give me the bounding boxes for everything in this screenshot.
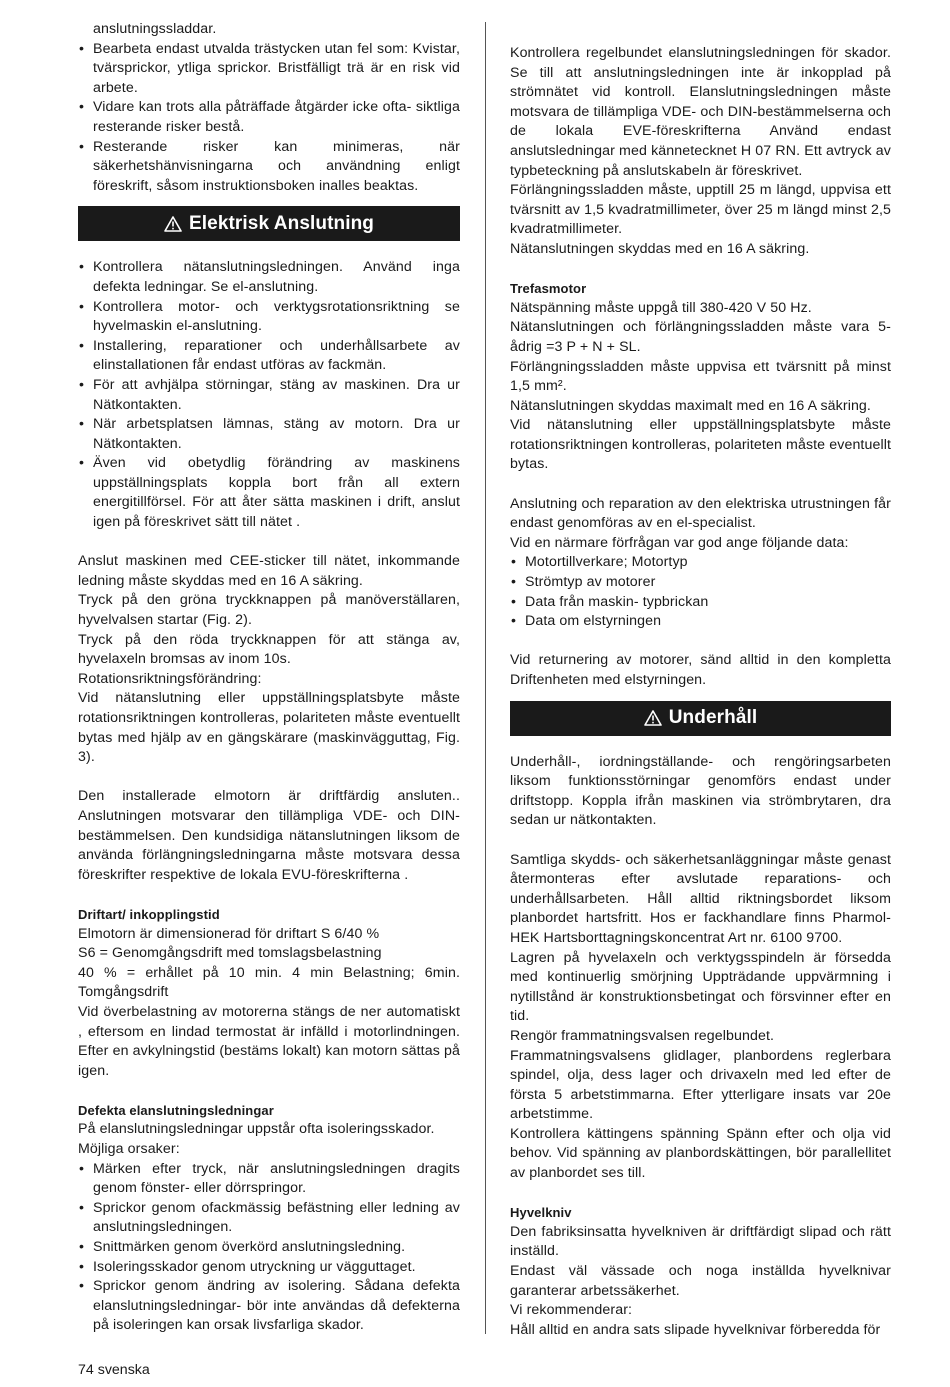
column-divider — [485, 22, 486, 1334]
list-item: • Även vid obetydlig förändring av maskinens uppställningsplats koppla bort från all extern energitillförsel. För att åter sätta maskinen i drift, anslut igen på föreskrivet sätt till nätet . — [78, 454, 460, 532]
page-footer: 74 svenska — [78, 1362, 150, 1378]
paragraph: Anslutning och reparation av den elektriska utrustningen får endast genomföras av en el-specialist. — [510, 495, 891, 532]
paragraph: Lagren på hyvelaxeln och verktygsspindeln är försedda med kontinuerlig smörjning Uppträdande uppvärmning i nytillstånd är konstruktionsbetingat och försvinner efter en tid. — [510, 949, 891, 1025]
list-item: • Märken efter tryck, när anslutningsledningen dragits genom fönster- eller dörrspringor. — [78, 1160, 460, 1199]
data-request-list — [510, 553, 891, 631]
paragraph: Endast väl vässade och noga inställda hyvelknivar garanterar arbetssäkerhet. — [510, 1263, 891, 1299]
section-banner-electrical — [78, 206, 460, 241]
paragraph: Nätanslutningen skyddas maximalt med en 16 A säkring. — [510, 397, 871, 414]
paragraph: Den installerade elmotorn är driftfärdig ansluten.. Anslutningen motsvarar den tillämpliga VDE- och DIN- bestämmelsen. Den kundsidiga nätanslutningen liksom de använda förlängningsledningarna måste motsvara dessa föreskrifter respektive de lokala EVU-föreskrifterna . — [78, 788, 460, 883]
list-item: • Sprickor genom ofackmässig befästning eller ledning av anslutningsledningen. — [78, 1199, 460, 1238]
paragraph: Rengör frammatningsvalsen regelbundet. — [510, 1027, 775, 1044]
paragraph: Frammatningsvalsens glidlager, planbordens reglerbara spindel, olja, dess lager och drivaxeln med led efter de första 5 arbetstimmarna. Efter ytterligare insats var 20e arbetstimme. — [510, 1047, 891, 1123]
paragraph: Förlängningssladden måste, upptill 25 m längd, uppvisa ett tvärsnitt av 1,5 kvadratmillimeter, över 25 m längd minst 2,5 kvadratmillimeter. — [510, 182, 891, 238]
paragraph: Kontrollera kättingens spänning Spänn efter och olja vid behov. Vid spänning av planbordskättingen, bör parallellitet av planbordet ses till. — [510, 1125, 891, 1182]
list-item: • Data från maskin- typbrickan — [510, 593, 891, 613]
safety-bullet-list — [78, 40, 460, 197]
paragraph: Tryck på den gröna tryckknappen på manöverställaren, hyvelvalsen startar (Fig. 2). — [78, 592, 460, 629]
paragraph: Elmotorn är dimensionerad för driftart S 6/40 % — [78, 925, 380, 942]
paragraph: Vid en närmare förfrågan var god ange följande data: — [510, 534, 849, 551]
list-item: • För att avhjälpa störningar, stäng av maskinen. Dra ur Nätkontakten. — [78, 376, 460, 415]
paragraph: Tryck på den röda tryckknappen för att stänga av, hyvelaxeln bromsas av inom 10s. — [78, 631, 460, 668]
list-item: • Bearbeta endast utvalda trästycken utan fel som: Kvistar, tvärsprickor, ytliga sprickor. Bristfälligt trä är en risk vid arbete. — [78, 40, 460, 99]
list-item: • Kontrollera nätanslutningsledningen. Använd inga defekta ledningar. Se el-anslutning. — [78, 258, 460, 297]
paragraph: Anslut maskinen med CEE-sticker till nätet, inkommande ledning måste skyddas med en 16 A säkring. — [78, 553, 460, 589]
paragraph: Förlängningssladden måste uppvisa ett tvärsnitt på minst 1,5 mm². — [510, 358, 891, 395]
section-banner-maintenance — [510, 701, 891, 736]
left-column — [78, 20, 460, 1336]
list-item: • Sprickor genom ändring av isolering. Sådana defekta elanslutningsledningar- bör inte användas då defekterna på isoleringen kan orsak livsfarliga skador. — [78, 1277, 460, 1336]
list-item: • Installering, reparationer och underhållsarbete av elinstallationen får endast utföras av fackmän. — [78, 337, 460, 376]
list-item: • Data om elstyrningen — [510, 612, 891, 632]
paragraph: Vi rekommenderar: — [510, 1302, 633, 1319]
subheading-hyvelkniv: Hyvelkniv — [510, 1205, 572, 1221]
paragraph: Rotationsriktningsförändring: — [78, 670, 262, 687]
paragraph: Möjliga orsaker: — [78, 1141, 180, 1158]
paragraph: Vid nätanslutning eller uppställningsplatsbyte måste rotationsriktningen kontrolleras, polariteten måste eventuellt bytas. — [510, 417, 891, 473]
right-column — [510, 44, 891, 1340]
list-item: • Vidare kan trots alla påträffade åtgärder icke ofta- siktliga resterande risker bestå. — [78, 98, 460, 137]
list-item: • Strömtyp av motorer — [510, 573, 891, 593]
paragraph: På elanslutningsledningar uppstår ofta isoleringsskador. — [78, 1121, 435, 1138]
list-item: • Isoleringsskador genom utryckning ur vägguttaget. — [78, 1258, 460, 1278]
list-item: • Resterande risker kan minimeras, när säkerhetshänvisningarna och användning enligt föreskrift, såsom instruktionsboken inalles beaktas. — [78, 138, 460, 197]
list-item: • Motortillverkare; Motortyp — [510, 553, 891, 573]
subheading-trefasmotor: Trefasmotor — [510, 281, 587, 297]
paragraph: Vid nätanslutning eller uppställningsplatsbyte måste rotationsriktningen kontrolleras, polariteten måste eventuellt bytas med hjälp av en gängskärare (maskinvägguttag, Fig. 3). — [78, 690, 460, 766]
paragraph: Kontrollera regelbundet elanslutningsledningen för skador. Se till att anslutningsledningen inte är inkopplad på strömnätet vid kontroll. Elanslutningsledningen måste motsvara de tillämpliga VDE- och DIN-bestämmelserna och de lokala EVE-föreskrifterna Använd endast anslutsledningar med kännetecknet H 07 RN. Ett avtryck av typbeteckning på anslutskabeln är föreskrivet. — [510, 45, 891, 179]
paragraph: Den fabriksinsatta hyvelkniven är driftfärdigt slipad och rätt inställd. — [510, 1223, 891, 1260]
warning-triangle-icon — [164, 216, 182, 232]
paragraph: Håll alltid en andra sats slipade hyvelknivar förberedda för — [510, 1321, 881, 1338]
paragraph: S6 = Genomgångsdrift med tomslagsbelastning — [78, 945, 382, 962]
paragraph: Samtliga skydds- och säkerhetsanläggningar måste genast återmonteras efter avslutade reparations- och underhållsarbeten. Håll alltid riktningsbordet liksom planbordet hartsfritt. Hos er fackhandlare finns Pharmol-HEK Hartsborttagningskoncentrat Art nr. 6100 9700. — [510, 851, 891, 946]
list-item: • När arbetsplatsen lämnas, stäng av motorn. Dra ur Nätkontakten. — [78, 415, 460, 454]
section-title: Underhåll — [668, 707, 758, 729]
subheading-driftart: Driftart/ inkopplingstid — [78, 906, 220, 922]
electrical-bullet-list — [78, 258, 460, 532]
paragraph: 40 % = erhållet på 10 min. 4 min Belastning; 6min. Tomgångsdrift — [78, 964, 460, 1001]
paragraph: Nätanslutningen skyddas med en 16 A säkring. — [510, 240, 810, 257]
warning-triangle-icon — [644, 710, 662, 726]
section-title: Elektrisk Anslutning — [189, 213, 374, 235]
paragraph: Nätanslutningen och förlängningssladden måste vara 5-ådrig =3 P + N + SL. — [510, 319, 891, 355]
paragraph: Vid returnering av motorer, sänd alltid in den kompletta Driftenheten med elstyrningen. — [510, 652, 891, 688]
list-item: • Snittmärken genom överkörd anslutningsledning. — [78, 1238, 460, 1258]
paragraph: Vid överbelastning av motorerna stängs de ner automatiskt , eftersom en lindad termostat är infälld i motorlindningen. Efter en avkylningstid (bestäms lokalt) kan motorn sättas på igen. — [78, 1003, 460, 1079]
paragraph: Underhåll-, iordningställande- och rengöringsarbeten liksom funktionsstörningar genomförs endast under driftstopp. Koppla ifrån maskinen via strömbrytaren, dra sedan ur nätkontakten. — [510, 753, 891, 829]
subheading-defekta: Defekta elanslutningsledningar — [78, 1102, 274, 1118]
defect-causes-list — [78, 1160, 460, 1336]
list-item: • Kontrollera motor- och verktygsrotationsriktning se hyvelmaskin el-anslutning. — [78, 298, 460, 337]
continued-text: anslutningssladdar. — [93, 21, 217, 37]
paragraph: Nätspänning måste uppgå till 380-420 V 50 Hz. — [510, 299, 812, 316]
